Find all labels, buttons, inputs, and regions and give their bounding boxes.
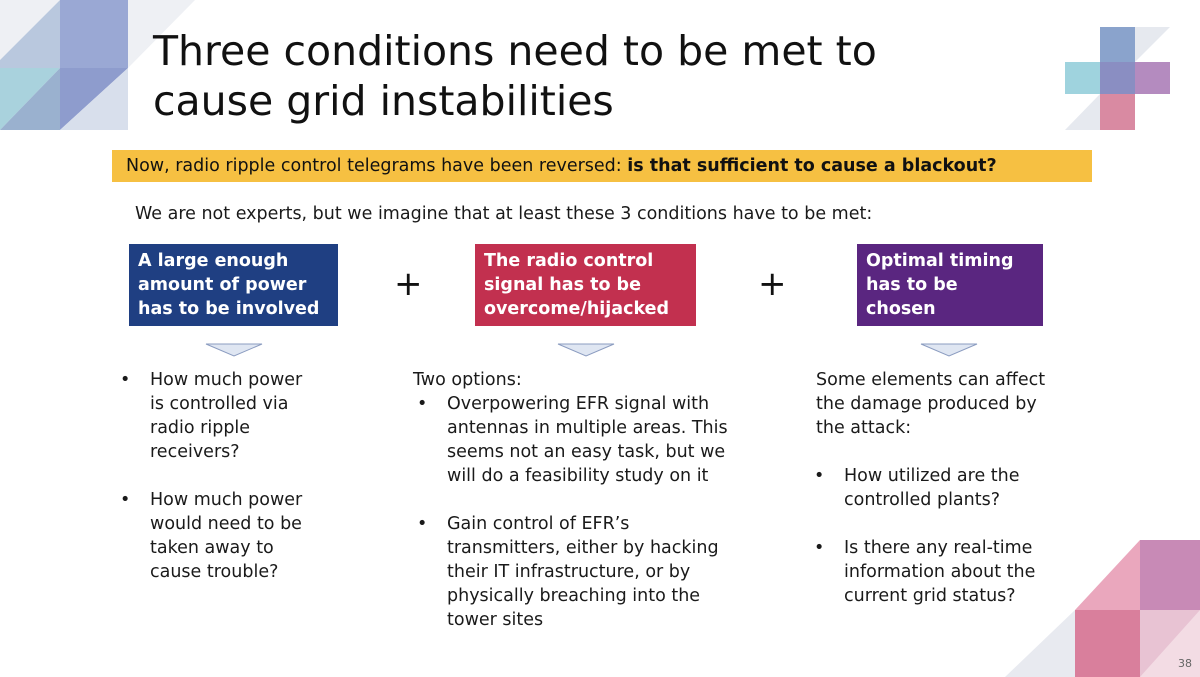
spacer [150,464,302,488]
list-item-line: Gain control of EFR’s [447,514,630,534]
question-emphasis: is that sufficient to cause a blackout? [627,156,997,176]
timing-factors-column [816,368,1045,608]
list-item-line: radio ripple [150,418,251,438]
list-item-line: tower sites [447,610,544,630]
list-item-line: their IT infrastructure, or by [447,562,691,582]
list-item [120,488,303,584]
signal-options-column [413,368,728,632]
list-item-line: antennas in multiple areas. This [447,418,728,438]
down-arrow-icon [205,343,263,357]
list-item [417,392,728,488]
bullet: • [814,466,825,486]
condition-line: amount of power [138,275,307,295]
list-item-line: information about the [844,562,1036,582]
list-item-line: Is there any real-time [844,538,1033,558]
list-item-line: current grid status? [844,586,1016,606]
list-item-line: will do a feasibility study on it [447,466,709,486]
list-item-line: How much power [150,370,303,390]
condition-line: A large enough [138,251,289,271]
list-item-line: How utilized are the [844,466,1020,486]
list-item-line: receivers? [150,442,240,462]
plus-operator: + [394,264,423,304]
question-banner [112,150,1092,182]
list-item [814,464,1045,512]
condition-line: Optimal timing [866,251,1014,271]
condition-box-timing [857,244,1043,326]
list-item-line: How much power [150,490,303,510]
condition-line: chosen [866,299,936,319]
bullet: • [814,538,825,558]
bullet: • [120,370,131,390]
condition-box-signal [475,244,696,326]
title-line-2: cause grid instabilities [153,77,614,125]
down-arrow-icon [920,343,978,357]
column-lead-line: the attack: [816,418,912,438]
list-item [814,536,1045,608]
condition-line: signal has to be [484,275,641,295]
condition-line: has to be [866,275,958,295]
page-number: 38 [1178,657,1192,670]
list-item [417,512,728,632]
spacer [844,512,1045,536]
condition-box-power [129,244,338,326]
bullet: • [120,490,131,510]
list-item-line: seems not an easy task, but we [447,442,726,462]
list-item-line: transmitters, either by hacking [447,538,719,558]
condition-line: has to be involved [138,299,320,319]
column-lead: Two options: [413,370,522,390]
column-lead-line: Some elements can affect [816,370,1046,390]
bullet: • [417,514,428,534]
title-line-1: Three conditions need to be met to [153,27,877,75]
question-text: Now, radio ripple control telegrams have been reversed: [126,156,628,176]
list-item-line: is controlled via [150,394,289,414]
down-arrow-icon [557,343,615,357]
list-item-line: controlled plants? [844,490,1001,510]
list-item-line: physically breaching into the [447,586,701,606]
list-item-line: cause trouble? [150,562,279,582]
condition-line: overcome/hijacked [484,299,670,319]
list-item-line: would need to be [150,514,302,534]
slide-title [153,26,1053,126]
power-questions-column [120,368,303,584]
spacer [816,440,1045,464]
list-item [120,368,303,464]
list-item-line: Overpowering EFR signal with [447,394,710,414]
bullet: • [417,394,428,414]
plus-operator: + [758,264,787,304]
intro-text: We are not experts, but we imagine that at least these 3 conditions have to be met: [135,204,873,224]
column-lead-line: the damage produced by [816,394,1037,414]
top-right-decoration [1060,22,1175,132]
list-item-line: taken away to [150,538,274,558]
spacer [447,488,728,512]
condition-line: The radio control [484,251,654,271]
